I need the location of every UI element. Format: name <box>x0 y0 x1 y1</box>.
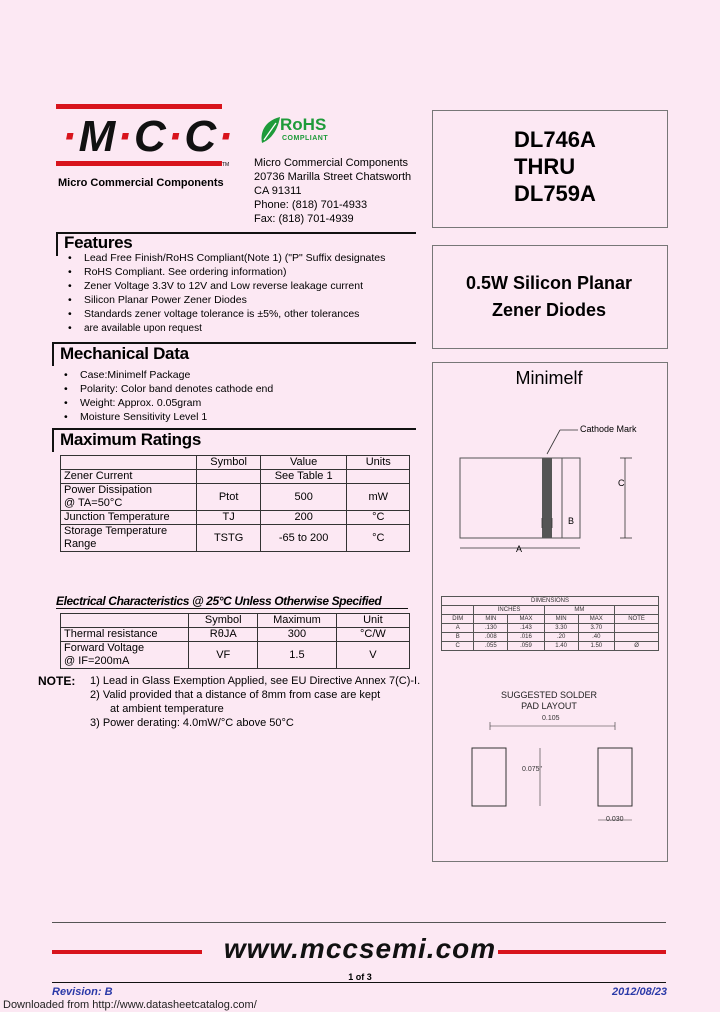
table-cell: MAX <box>578 615 615 624</box>
revision: Revision: B <box>52 986 113 998</box>
electrical-table <box>60 613 410 669</box>
solder-pad-right <box>598 748 632 806</box>
note-item: 3) Power derating: 4.0mW/°C above 50°C <box>90 717 294 729</box>
notes-list <box>90 674 420 730</box>
solder-dim-pad: 0.030 <box>606 816 624 823</box>
desc-line-1: 0.5W Silicon Planar <box>465 273 633 293</box>
table-cell: 1.5 <box>258 642 337 669</box>
table-row <box>442 624 659 633</box>
table-header-row <box>442 606 659 615</box>
solder-pad-left <box>472 748 506 806</box>
part-line-2: THRU <box>514 154 576 179</box>
cell-line: @ IF=200mA <box>64 655 130 667</box>
table-cell: Symbol <box>189 614 258 628</box>
electrical-rule <box>56 608 408 609</box>
table-cell: -65 to 200 <box>260 525 347 552</box>
table-row <box>61 484 410 511</box>
note-item: 1) Lead in Glass Exemption Applied, see EU Directive Annex 7(C)-I. <box>90 675 421 687</box>
table-cell: A <box>442 624 474 633</box>
table-cell: .130 <box>474 624 508 633</box>
table-cell <box>615 633 659 642</box>
table-cell: MAX <box>508 615 545 624</box>
list-item: • Weight: Approx. 0.05gram <box>56 396 426 410</box>
list-item-continuation: are available upon request <box>84 323 202 334</box>
table-header-row <box>61 456 410 470</box>
table-cell <box>61 642 189 669</box>
table-cell: Ø <box>615 642 659 651</box>
ratings-title: Maximum Ratings <box>60 430 201 449</box>
table-cell: DIM <box>442 615 474 624</box>
trademark: TM <box>222 162 230 168</box>
note-item: at ambient temperature <box>110 703 224 715</box>
download-link[interactable]: Downloaded from http://www.datasheetcatalog.com/ <box>3 999 257 1011</box>
table-row <box>61 511 410 525</box>
table-cell: VF <box>189 642 258 669</box>
part-line-3: DL759A <box>514 181 596 206</box>
table-cell: °C <box>347 525 410 552</box>
table-cell <box>442 606 474 615</box>
desc-line-2: Zener Diodes <box>491 300 607 320</box>
part-line-1: DL746A <box>514 127 596 152</box>
table-cell <box>61 525 197 552</box>
solder-title-line: PAD LAYOUT <box>521 701 577 711</box>
table-cell: 1.40 <box>544 642 578 651</box>
solder-layout-title <box>432 690 666 712</box>
table-cell: °C <box>347 511 410 525</box>
note-item: 2) Valid provided that a distance of 8mm from case are kept <box>90 689 381 701</box>
cell-line: @ TA=50°C <box>64 497 123 509</box>
table-cell: B <box>442 633 474 642</box>
address-line: Phone: (818) 701-4933 <box>254 199 368 211</box>
table-cell: .059 <box>508 642 545 651</box>
table-cell: Zener Current <box>61 470 197 484</box>
table-cell: Symbol <box>197 456 260 470</box>
table-cell: mW <box>347 484 410 511</box>
dim-label-b: B <box>568 516 575 526</box>
table-row <box>61 628 410 642</box>
table-cell: .143 <box>508 624 545 633</box>
cathode-mark-label: Cathode Mark <box>580 424 637 434</box>
table-cell: Ptot <box>197 484 260 511</box>
table-cell: .008 <box>474 633 508 642</box>
list-item: • Zener Voltage 3.3V to 12V and Low reverse leakage current <box>60 279 430 293</box>
logo-subtitle: Micro Commercial Components <box>58 177 224 189</box>
ratings-left-rule <box>52 428 54 452</box>
minimelf-diagram <box>440 418 660 568</box>
cell-line: Storage Temperature <box>64 525 168 537</box>
table-row <box>442 642 659 651</box>
table-cell <box>61 614 189 628</box>
table-cell: Value <box>260 456 347 470</box>
ratings-table <box>60 455 410 552</box>
note-label: NOTE: <box>38 674 76 688</box>
table-cell: MIN <box>474 615 508 624</box>
table-cell <box>615 624 659 633</box>
cell-line: Range <box>64 538 97 550</box>
table-cell: TSTG <box>197 525 260 552</box>
table-cell: Unit <box>336 614 409 628</box>
list-item-continuation: RoHS Compliant. See ordering information) <box>84 266 287 278</box>
table-cell: °C/W <box>336 628 409 642</box>
table-cell: MIN <box>544 615 578 624</box>
part-description <box>432 270 666 324</box>
cell-line: Power Dissipation <box>64 484 153 496</box>
page-number: 1 of 3 <box>348 972 372 982</box>
list-item <box>60 321 430 336</box>
address-line: 20736 Marilla Street Chatsworth <box>254 171 412 183</box>
table-cell: .016 <box>508 633 545 642</box>
table-cell: 300 <box>258 628 337 642</box>
revision-date: 2012/08/23 <box>612 986 668 998</box>
table-cell <box>61 456 197 470</box>
address-line: Fax: (818) 701-4939 <box>254 213 354 225</box>
website-url[interactable]: www.mccsemi.com <box>223 933 497 964</box>
list-item: • Polarity: Color band denotes cathode end <box>56 382 426 396</box>
features-list <box>60 251 430 336</box>
table-header-row <box>61 614 410 628</box>
electrical-title: Electrical Characteristics @ 25°C Unless Otherwise Specified <box>56 594 382 608</box>
rohs-subtitle: COMPLIANT <box>282 135 329 142</box>
table-cell: C <box>442 642 474 651</box>
table-cell: RθJA <box>189 628 258 642</box>
solder-title-line: SUGGESTED SOLDER <box>500 690 598 700</box>
footer-bottom-rule <box>52 982 666 983</box>
company-address <box>254 156 411 226</box>
logo-top-bar <box>56 104 222 109</box>
dim-label-a: A <box>516 544 523 554</box>
table-cell <box>347 470 410 484</box>
list-item <box>60 265 430 279</box>
table-row <box>61 642 410 669</box>
table-cell: .20 <box>544 633 578 642</box>
table-row <box>61 525 410 552</box>
features-title: Features <box>64 233 133 252</box>
table-cell: MM <box>544 606 614 615</box>
list-item: • Silicon Planar Power Zener Diodes <box>60 293 430 307</box>
table-cell: .055 <box>474 642 508 651</box>
table-header-row <box>442 615 659 624</box>
table-cell: Thermal resistance <box>61 628 189 642</box>
list-item: • Lead Free Finish/RoHS Compliant(Note 1) ("P" Suffix designates <box>60 251 430 265</box>
table-cell: See Table 1 <box>260 470 347 484</box>
mechanical-left-rule <box>52 342 54 366</box>
cell-line: Forward Voltage <box>64 642 145 654</box>
mechanical-list <box>56 368 426 424</box>
table-row <box>61 470 410 484</box>
package-title: Minimelf <box>515 368 583 388</box>
table-cell: V <box>336 642 409 669</box>
address-line: Micro Commercial Components <box>254 157 409 169</box>
table-cell: 500 <box>260 484 347 511</box>
rohs-badge <box>258 115 350 147</box>
solder-dim-height: 0.075" <box>522 766 543 773</box>
table-cell: 3.30 <box>544 624 578 633</box>
footer-top-rule <box>52 922 666 923</box>
table-header-row <box>442 597 659 606</box>
dim-label-c: C <box>618 478 625 488</box>
mechanical-title: Mechanical Data <box>60 344 189 363</box>
list-item: • Case:Minimelf Package <box>56 368 426 382</box>
rohs-title: RoHS <box>280 115 327 134</box>
table-cell <box>61 484 197 511</box>
table-cell: DIMENSIONS <box>442 597 659 606</box>
features-left-rule <box>56 232 58 256</box>
table-cell: 200 <box>260 511 347 525</box>
dimensions-table <box>441 596 659 651</box>
table-cell: .40 <box>578 633 615 642</box>
table-cell: 1.50 <box>578 642 615 651</box>
table-cell <box>615 606 659 615</box>
table-cell: 3.70 <box>578 624 615 633</box>
table-cell: TJ <box>197 511 260 525</box>
table-cell: INCHES <box>474 606 544 615</box>
address-line: CA 91311 <box>254 185 302 197</box>
solder-dim-width: 0.105 <box>542 715 560 722</box>
list-item: • Standards zener voltage tolerance is ±5%, other tolerances <box>60 307 430 321</box>
cathode-band <box>542 458 552 538</box>
mcc-logo: ·M·C·C· <box>62 112 235 161</box>
table-cell: Junction Temperature <box>61 511 197 525</box>
table-cell: Maximum <box>258 614 337 628</box>
logo-bottom-bar <box>56 161 222 166</box>
list-item: • Moisture Sensitivity Level 1 <box>56 410 426 424</box>
table-cell: Units <box>347 456 410 470</box>
table-cell <box>197 470 260 484</box>
table-cell: NOTE <box>615 615 659 624</box>
table-row <box>442 633 659 642</box>
leaf-icon <box>258 115 282 145</box>
part-number <box>514 126 596 207</box>
